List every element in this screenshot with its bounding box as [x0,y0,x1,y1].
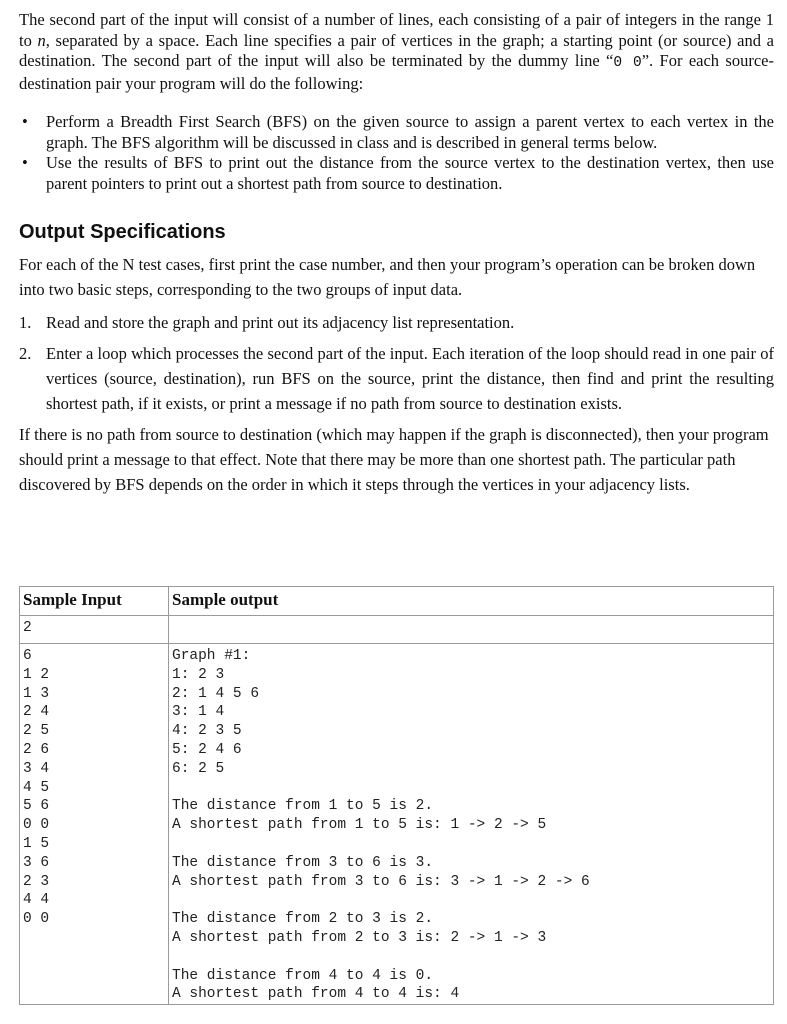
bullet-item [19,112,774,153]
sample-input-count-cell [20,616,169,644]
step-text: Read and store the graph and print out its adjacency list representation. [46,313,515,332]
bullet-dot-icon: • [22,112,28,131]
step-number: 2. [19,344,32,363]
sample-input-header: Sample Input [20,587,169,616]
bfs-bullet-list [19,112,774,194]
steps-list [19,310,774,416]
intro-text-end: ”. For each source-destination pair your program will do the following: [19,51,774,93]
step-text: Enter a loop which processes the second part of the input. Each iteration of the loop should read in one pair of vertices (source, destination), run BFS on the source, print the distance, then find and print the resulting shortest path, if it exists, or print a message if no path from source to destination exists. [46,344,774,413]
table-header-row [20,587,774,616]
bullet-dot-icon: • [22,153,28,172]
intro-paragraph [19,10,774,94]
intro-n-variable: n [37,30,46,50]
table-row [20,616,774,644]
table-row [20,644,774,1005]
document-page [19,10,774,1003]
step-item [19,341,774,416]
no-path-paragraph: If there is no path from source to destination (which may happen if the graph is disconnected), then your program should print a message to that effect. Note that there may be more than one shortest path. The particular path discovered by BFS depends on the order in which it steps through the vertices in your adjacency lists. [19,425,769,494]
bullet-text: Use the results of BFS to print out the distance from the source vertex to the destination vertex, then use parent pointers to print out a shortest path from source to destination. [46,153,774,193]
intro-dummy-line: 0 0 [613,55,642,71]
sample-io-table [19,586,774,1005]
output-specs-paragraph: For each of the N test cases, first print the case number, and then your program’s operation can be broken down into two basic steps, corresponding to the two groups of input data. [19,255,756,299]
sample-input-body-cell [20,644,169,1005]
output-specs-heading: Output Specifications [19,221,226,243]
step-item [19,310,774,335]
step-number: 1. [19,313,32,332]
sample-output-body: Graph #1: 1: 2 3 2: 1 4 5 6 3: 1 4 4: 2 3 5 5: 2 4 6 6: 2 5 The distance from 1 to 5 is 2. A shortest path from 1 to 5 is: 1 -> 2 -> 5 The distance from 3 to 6 is 3. A shortest path from 3 to 6 is: 3 -> 1 -> 2 -> 6 The distance from 2 to 3 is 2. A shortest path from 2 to 3 is: 2 -> 1 -> 3 The distance from 4 to 4 is 0. A shortest path from 4 to 4 is: 4 [172,648,590,1003]
sample-output-empty-cell [169,616,774,644]
sample-output-empty [172,616,773,619]
sample-output-header: Sample output [169,587,774,616]
sample-input-count: 2 [23,620,32,636]
sample-output-body-cell [169,644,774,1005]
bullet-item [19,153,774,194]
intro-text-after: , separated by a space. Each line specifies a pair of vertices in the graph; a starting point (or source) and a destination. The second part of the input will also be terminated by the dummy line “ [19,30,774,70]
intro-text-before: The second part of the input will consist of a number of lines, each consisting of a pair of integers in the range 1 to [19,10,774,50]
sample-input-body: 6 1 2 1 3 2 4 2 5 2 6 3 4 4 5 5 6 0 0 1 5 3 6 2 3 4 4 0 0 [23,648,50,928]
bullet-text: Perform a Breadth First Search (BFS) on the given source to assign a parent vertex to each vertex in the graph. The BFS algorithm will be discussed in class and is described in general terms below. [46,112,774,152]
